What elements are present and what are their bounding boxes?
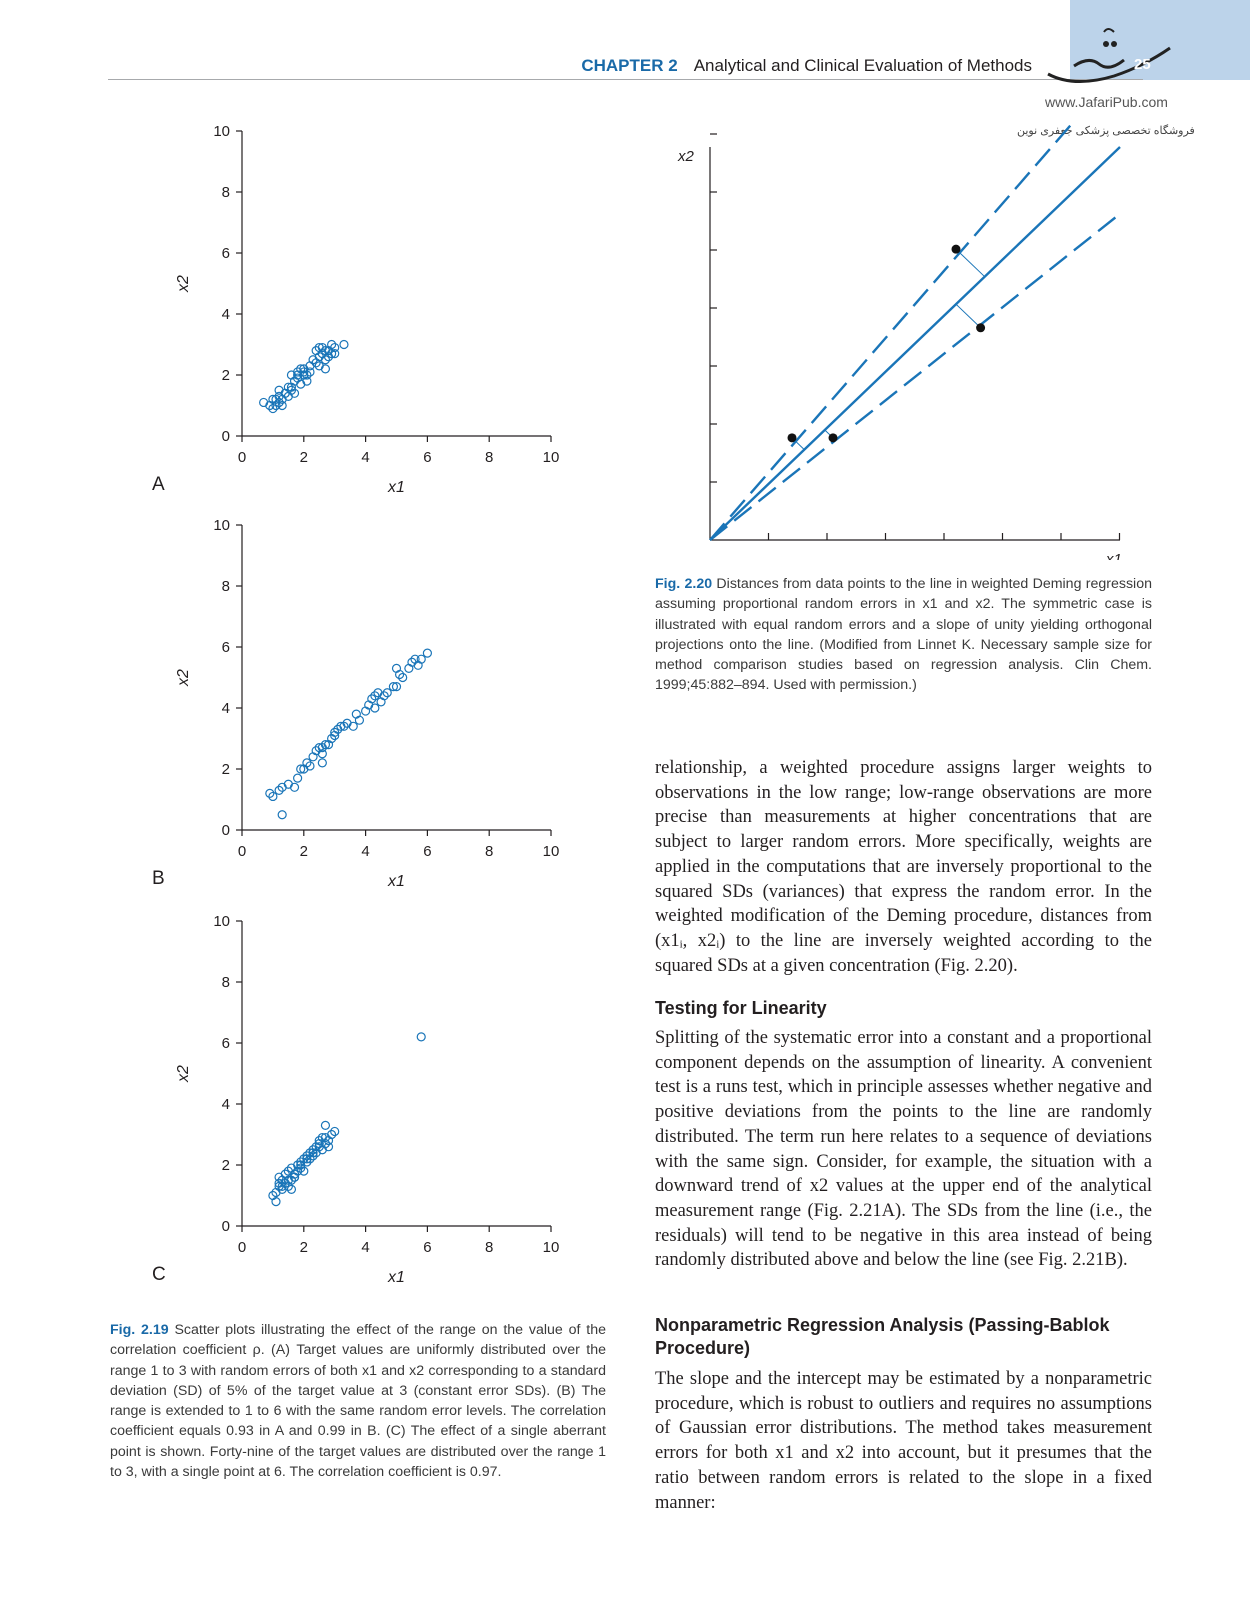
scatter-plot-b xyxy=(150,512,590,902)
scatter-svg xyxy=(150,512,590,902)
y-tick-label: 2 xyxy=(221,367,230,384)
x-axis-label: x1 xyxy=(388,479,405,496)
y-tick-label: 8 xyxy=(221,578,230,595)
y-axis-label: x2 xyxy=(175,1065,192,1082)
x-tick-label: 2 xyxy=(299,449,308,466)
data-point xyxy=(976,323,985,332)
data-point xyxy=(294,774,302,782)
page-number: 25 xyxy=(1134,56,1151,73)
fig-2-20-label: Fig. 2.20 xyxy=(655,576,713,592)
y-tick-label: 4 xyxy=(221,306,230,323)
panel-letter-c: C xyxy=(152,1264,166,1285)
x-tick-label: 4 xyxy=(361,843,370,860)
y-tick-label: 10 xyxy=(213,517,230,534)
x-tick-label: 0 xyxy=(237,1239,247,1256)
x-axis-label: x1 xyxy=(388,873,405,890)
x-tick-label: 2 xyxy=(299,843,308,860)
scatter-svg xyxy=(150,118,590,508)
data-point xyxy=(788,433,797,442)
data-point xyxy=(417,1033,425,1041)
x-tick-label: 6 xyxy=(423,843,432,860)
fig-2-19-caption-text: Scatter plots illustrating the effect of the range on the value of the correlation coefficient ρ. (A) Target values are uniformly distributed over the range 1 to 3 with random errors of both x1 and x2 corresponding to a standard deviation (SD) of 5% of the target value at 3 (constant error SDs). (B) The range is extended to 1 to 6 with the same random error levels. The correlation coefficient equals 0.93 in A and 0.99 in B. (C) The effect of a single aberrant point is shown. Forty-nine of the target values are distributed over the range 1 to 3, with a single point at 6. The correlation coefficient is 0.97. xyxy=(110,1322,606,1481)
watermark-persian-text: فروشگاه تخصصی پزشکی جعفری نوین xyxy=(1017,125,1195,137)
y-tick-label: 0 xyxy=(221,428,230,445)
fig-2-20-caption xyxy=(655,574,1152,696)
heading-testing-linearity: Testing for Linearity xyxy=(655,998,827,1018)
data-point xyxy=(423,649,431,657)
body-paragraph-passing-bablok: The slope and the intercept may be estimated by a nonparametric procedure, which is robust to outliers and requires no assumptions of Gaussian error distributions. The method takes measurement errors for both x1 and x2 into account, but it presumes that the ratio between random errors is related to the slope in a fixed manner: xyxy=(655,1369,1152,1513)
dashed-envelope-line xyxy=(710,120,1120,540)
y-axis-label: x2 xyxy=(175,669,192,686)
y-axis-label: x2 xyxy=(175,275,192,292)
scatter-plot-a xyxy=(150,118,590,508)
x-tick-label: 0 xyxy=(237,449,247,466)
projection-segment xyxy=(956,304,981,328)
projection-segment xyxy=(956,249,985,277)
x-tick-label: 0 xyxy=(237,843,247,860)
data-point xyxy=(321,1121,329,1129)
chapter-title: Analytical and Clinical Evaluation of Methods xyxy=(693,56,1032,75)
data-point xyxy=(318,759,326,767)
data-point xyxy=(278,811,286,819)
y-tick-label: 8 xyxy=(221,184,230,201)
watermark-logo-icon xyxy=(1044,26,1174,96)
data-point xyxy=(829,433,838,442)
x-tick-label: 4 xyxy=(361,1239,370,1256)
x-tick-label: 4 xyxy=(361,449,370,466)
y-tick-label: 10 xyxy=(213,913,230,930)
y-axis-label: x2 xyxy=(678,148,694,165)
x-tick-label: 10 xyxy=(542,1239,560,1256)
x-tick-label: 6 xyxy=(423,449,432,466)
x-tick-label: 2 xyxy=(299,1239,308,1256)
x-tick-label: 8 xyxy=(485,843,494,860)
y-tick-label: 8 xyxy=(221,974,230,991)
x-tick-label: 8 xyxy=(485,449,494,466)
x-tick-label: 6 xyxy=(423,1239,432,1256)
y-tick-label: 4 xyxy=(221,700,230,717)
data-point xyxy=(340,341,348,349)
panel-letter-a: A xyxy=(152,474,165,495)
body-paragraph-weighting: relationship, a weighted procedure assigns larger weights to observations in the low range; low-range observations are more precise than measurements at higher concentrations that are subject to larger random errors. More specifically, weights are applied in the computations that are inversely proportional to the squared SDs (variances) that express the random error. In the weighted modification of the Deming procedure, distances from (x1ᵢ, x2ᵢ) to the line are inversely weighted according to the squared SDs at a given concentration (Fig. 2.20). xyxy=(655,758,1152,976)
fig-2-20-caption-text: Distances from data points to the line in weighted Deming regression assuming proportional random errors in x1 and x2. The symmetric case is illustrated with equal random errors and a slope of unity yielding orthogonal projections onto the line. (Modified from Linnet K. Necessary sample size for method comparison studies based on regression analysis. Clin Chem. 1999;45:882–894. Used with permission.) xyxy=(655,576,1152,694)
fig-2-19-caption xyxy=(110,1320,606,1482)
body-paragraph-linearity: Splitting of the systematic error into a constant and a proportional component depends on the assumption of linearity. A convenient test is a runs test, which in principle assesses whether negative and positive deviations from the points to the line are randomly distributed. The term run here relates to a sequence of deviations with the same sign. Consider, for example, the situation with a downward trend of x2 values at the upper end of the analytical measurement range (Fig. 2.21A). The SDs from the line (i.e., the residuals) will tend to be negative in this area instead of being randomly distributed above and below the line (see Fig. 2.21B). xyxy=(655,1028,1152,1271)
deming-regression-figure xyxy=(655,120,1155,560)
y-tick-label: 6 xyxy=(221,639,230,656)
y-tick-label: 6 xyxy=(221,245,230,262)
y-tick-label: 2 xyxy=(221,1157,230,1174)
watermark-url: www.JafariPub.com xyxy=(1045,94,1168,110)
x-axis-label: x1 xyxy=(1106,551,1122,560)
chapter-label: CHAPTER 2 xyxy=(581,56,678,75)
scatter-svg xyxy=(150,908,590,1298)
data-point xyxy=(952,245,961,254)
y-tick-label: 4 xyxy=(221,1096,230,1113)
x-axis-label: x1 xyxy=(388,1269,405,1286)
y-tick-label: 6 xyxy=(221,1035,230,1052)
header-rule xyxy=(108,79,1143,80)
y-tick-label: 2 xyxy=(221,761,230,778)
y-tick-label: 10 xyxy=(213,123,230,140)
dashed-envelope-line xyxy=(710,214,1120,540)
scatter-plot-c xyxy=(150,908,590,1298)
deming-svg xyxy=(655,120,1155,560)
x-tick-label: 8 xyxy=(485,1239,494,1256)
x-tick-label: 10 xyxy=(542,843,560,860)
x-tick-label: 10 xyxy=(542,449,560,466)
running-header xyxy=(581,56,1032,76)
y-tick-label: 0 xyxy=(221,1218,230,1235)
y-tick-label: 0 xyxy=(221,822,230,839)
heading-nonparametric-regression: Nonparametric Regression Analysis (Passing-Bablok Procedure) xyxy=(655,1315,1110,1358)
panel-letter-b: B xyxy=(152,868,165,889)
fig-2-19-label: Fig. 2.19 xyxy=(110,1322,169,1338)
regression-line xyxy=(710,147,1120,540)
